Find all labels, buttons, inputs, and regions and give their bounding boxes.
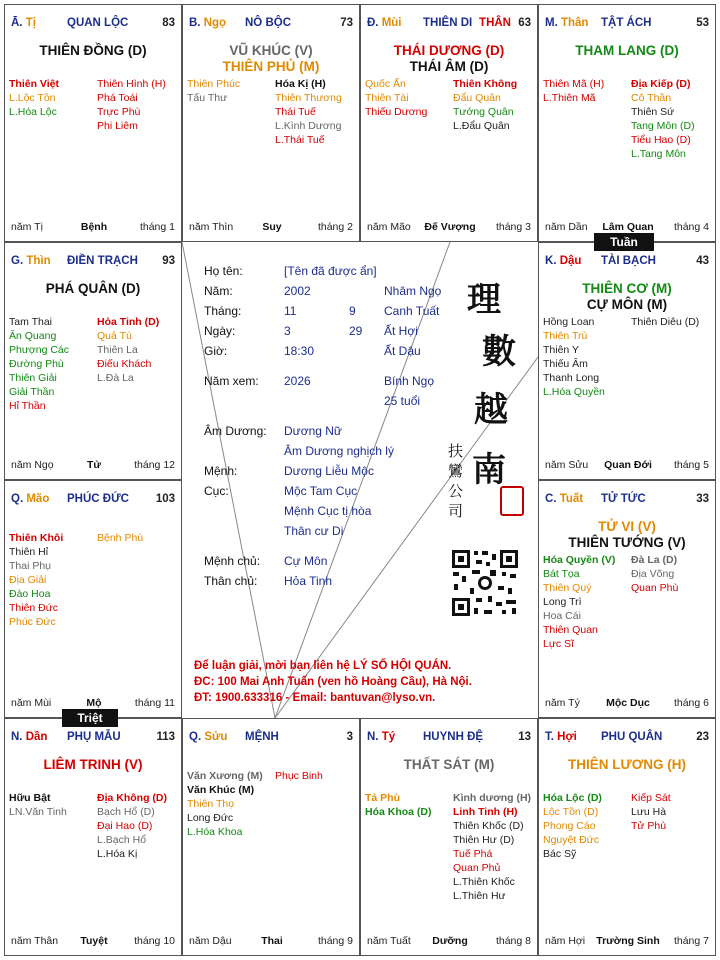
main-star: TỬ VI (V): [598, 519, 656, 534]
palace-age: 63: [518, 17, 531, 29]
minor-star: Thiên Diêu (D): [631, 316, 700, 328]
minor-star: Trực Phù: [97, 106, 141, 118]
minor-star: L.Thiên Hư: [453, 890, 506, 902]
palace-ty[interactable]: [360, 718, 538, 956]
minor-star: Thiên Hình (H): [97, 78, 166, 90]
minor-star: Đào Hoa: [9, 588, 51, 600]
calligraphy-char-1: 理: [467, 280, 501, 320]
foot-year: năm Thìn: [189, 221, 234, 233]
minor-star: L.Hóa Quyền: [543, 386, 605, 398]
foot-year: năm Tị: [11, 221, 43, 233]
minor-star: L.Tang Môn: [631, 148, 686, 160]
right-stars: [631, 77, 695, 161]
minor-star: Thiên Việt: [9, 78, 59, 90]
palace-branch: Q. Mão: [11, 493, 50, 505]
palace-name: PHÚC ĐỨC: [67, 493, 129, 505]
foot-year: năm Thân: [11, 935, 59, 947]
palace-age: 33: [696, 493, 709, 505]
minor-star: Văn Khúc (M): [187, 784, 255, 796]
minor-star: L.Bạch Hổ: [97, 834, 147, 846]
tuan-tag: Tuần: [594, 233, 654, 251]
right-stars: [631, 553, 678, 595]
palace-name: MỆNH: [245, 731, 279, 743]
palace-name: TÀI BẠCH: [601, 255, 656, 267]
minor-star: Hoa Cái: [543, 610, 581, 622]
main-stars: [361, 757, 537, 773]
minor-star: Hóa Khoa (D): [365, 806, 432, 818]
palace-branch: C. Tuất: [545, 493, 584, 505]
foot-stage: Mộc Dục: [606, 697, 650, 709]
palace-dau[interactable]: [538, 242, 716, 480]
yin-yang-label: Âm Dương:: [204, 424, 267, 438]
minor-star: Tuế Phá: [453, 848, 493, 860]
calligraphy-char-2: 數: [482, 332, 516, 372]
left-stars: [543, 315, 605, 399]
minor-star: Thiên Giải: [9, 372, 57, 384]
main-stars: [539, 43, 715, 59]
foot-stage: Bệnh: [80, 221, 108, 233]
minor-star: Điếu Khách: [97, 358, 152, 370]
minor-star: L.Thiên Mã: [543, 92, 596, 104]
minor-star: Hóa Lộc (D): [543, 792, 602, 804]
main-stars: [183, 43, 359, 75]
right-stars: [631, 315, 699, 329]
main-stars: [361, 43, 537, 75]
left-stars: [9, 315, 69, 413]
palace-name: TẬT ÁCH: [601, 17, 652, 29]
palace-age: 53: [696, 17, 709, 29]
main-stars: [5, 43, 181, 59]
side-char-1: 扶: [448, 442, 464, 460]
minor-star: Kình dương (H): [453, 792, 532, 804]
palace-ngo[interactable]: [182, 4, 360, 242]
minor-star: LN.Văn Tinh: [9, 806, 67, 818]
day-lunar: Ất Hợi: [384, 324, 418, 338]
minor-star: Địa Kiếp (D): [631, 78, 691, 90]
left-stars: [543, 553, 615, 651]
right-stars: [97, 531, 143, 545]
palace-name: QUAN LỘC: [67, 17, 129, 29]
foot-month: tháng 9: [317, 935, 353, 947]
minor-star: Thiên Hư (D): [453, 834, 515, 846]
palace-branch: N. Tý: [367, 731, 396, 743]
main-star: PHÁ QUÂN (D): [45, 281, 141, 296]
minor-star: Thiên Đức: [9, 602, 59, 614]
destiny-lord: Cự Môn: [284, 554, 328, 568]
left-stars: [9, 791, 67, 819]
minor-star: Thiên Tài: [365, 92, 409, 104]
main-star: THIÊN LƯƠNG (H): [568, 757, 686, 772]
minor-star: L.Thiên Khốc: [453, 876, 515, 888]
minor-star: Thiên Y: [543, 344, 579, 356]
palace-mao[interactable]: [4, 480, 182, 718]
minor-star: Thanh Long: [543, 372, 600, 384]
main-star: LIÊM TRINH (V): [43, 757, 143, 772]
yin-yang-value: Dương Nữ: [284, 424, 342, 438]
name-value: [Tên đã được ẩn]: [284, 264, 377, 278]
foot-month: tháng 10: [134, 935, 175, 947]
foot-month: tháng 6: [673, 697, 709, 709]
minor-star: Bạch Hổ (D): [97, 806, 155, 818]
foot-stage: Tuyệt: [80, 935, 108, 947]
palace-than[interactable]: [538, 4, 716, 242]
foot-month: tháng 12: [134, 459, 175, 471]
month-lunar-num: 9: [349, 304, 356, 318]
minor-star: Long Trì: [543, 596, 582, 608]
minor-star: Thiên Mã (H): [543, 78, 605, 90]
main-stars: [5, 757, 181, 773]
left-stars: [187, 77, 240, 105]
minor-star: Bát Tọa: [543, 568, 580, 580]
minor-star: Thiên Trù: [543, 330, 588, 342]
minor-star: Thiếu Âm: [543, 358, 588, 370]
qr-code[interactable]: [450, 548, 520, 618]
palace-name: ĐIỀN TRẠCH: [67, 255, 138, 267]
minor-star: Tả Phù: [365, 792, 401, 804]
contact-line-2: ĐC: 100 Mai Anh Tuấn (ven hồ Hoàng Cầu), Hà Nội.: [194, 676, 472, 688]
destiny-lord-label: Mệnh chủ:: [204, 554, 261, 568]
minor-star: Thiên Khôi: [9, 532, 64, 544]
minor-star: Phúc Đức: [9, 616, 56, 628]
foot-stage: Thai: [261, 935, 283, 947]
left-stars: [9, 77, 59, 119]
palace-age: 93: [162, 255, 175, 267]
minor-star: Cô Thần: [631, 92, 672, 104]
minor-star: Tang Môn (D): [631, 120, 695, 132]
minor-star: L.Lộc Tồn: [9, 92, 56, 104]
palace-name: NÔ BỘC: [245, 17, 291, 29]
minor-star: L.Hóa Lộc: [9, 106, 57, 118]
contact-line-1: Để luận giải, mời bạn liên hệ LÝ SỐ HỘI QUÁN.: [194, 660, 452, 672]
contact-line-3: ĐT: 1900.633316 - Email: bantuvan@lyso.vn.: [194, 692, 436, 704]
minor-star: Tam Thai: [9, 316, 52, 328]
palace-branch: Đ. Mùi: [367, 17, 402, 29]
left-stars: [365, 791, 432, 819]
minor-star: Long Đức: [187, 812, 234, 824]
year-solar: 2002: [284, 284, 311, 298]
minor-star: Hóa Kị (H): [275, 78, 326, 90]
hour-label: Giờ:: [204, 344, 228, 358]
minor-star: Hỏa Tinh (D): [97, 316, 160, 328]
palace-age: 13: [518, 731, 531, 743]
minor-star: Lực Sĩ: [543, 638, 574, 650]
hour-value: 18:30: [284, 344, 315, 358]
palace-age: 73: [340, 17, 353, 29]
year-lunar: Nhâm Ngọ: [384, 284, 442, 298]
hour-lunar: Ất Dậu: [384, 344, 421, 358]
left-stars: [543, 791, 602, 861]
main-star: THIÊN PHỦ (M): [222, 59, 320, 74]
minor-star: Hóa Quyền (V): [543, 554, 616, 566]
minor-star: Kiếp Sát: [631, 792, 671, 804]
minor-star: Thiên Thọ: [187, 798, 235, 810]
minor-star: Tướng Quân: [453, 106, 514, 118]
cuc-value: Mộc Tam Cục: [284, 484, 358, 498]
palace-ti[interactable]: [4, 4, 182, 242]
minor-star: Quan Phù: [631, 582, 679, 594]
main-star: THIÊN ĐỒNG (D): [39, 43, 147, 58]
minor-star: Phi Liêm: [97, 120, 138, 132]
palace-branch: Q. Sửu: [189, 731, 228, 743]
main-star: THÁI DƯƠNG (D): [393, 43, 505, 58]
minor-star: Văn Xương (M): [187, 770, 263, 782]
palace-age: 103: [155, 493, 175, 505]
minor-star: L.Hóa Kị: [97, 848, 138, 860]
minor-star: Tấu Thư: [187, 92, 228, 104]
minor-star: Thiên La: [97, 344, 138, 356]
left-stars: [187, 769, 263, 839]
foot-year: năm Sửu: [545, 459, 589, 471]
main-star: THIÊN TƯỚNG (V): [568, 535, 686, 550]
minor-star: L.Thái Tuế: [275, 134, 325, 146]
palace-mui[interactable]: [360, 4, 538, 242]
minor-star: Tử Phù: [631, 820, 667, 832]
month-lunar: Canh Tuất: [384, 304, 440, 318]
minor-star: Thiên Hỉ: [9, 546, 49, 558]
minor-star: L.Đẩu Quân: [453, 120, 510, 132]
name-label: Họ tên:: [204, 264, 243, 278]
minor-star: Địa Không (D): [97, 792, 167, 804]
palace-name: PHU QUÂN: [601, 731, 663, 743]
foot-month: tháng 3: [495, 221, 531, 233]
side-char-4: 司: [448, 502, 464, 520]
main-star: CỰ MÔN (M): [586, 297, 668, 312]
foot-stage: Đế Vượng: [424, 221, 476, 233]
foot-year: năm Tý: [545, 697, 580, 709]
foot-month: tháng 1: [139, 221, 175, 233]
right-stars: [453, 791, 531, 903]
month-label: Tháng:: [204, 304, 242, 318]
palace-branch: N. Dần: [11, 731, 48, 743]
triet-tag: Triệt: [62, 709, 118, 727]
foot-stage: Mộ: [86, 697, 102, 709]
minor-star: Đẩu Quân: [453, 92, 501, 104]
minor-star: Phong Cáo: [543, 820, 596, 832]
cuc-note-1: Mệnh Cục tị hòa: [284, 504, 372, 518]
minor-star: L.Kình Dương: [275, 120, 342, 132]
minor-star: Đường Phù: [9, 358, 64, 370]
palace-branch: M. Thân: [545, 17, 589, 29]
palace-suu[interactable]: [182, 718, 360, 956]
minor-star: Thai Phụ: [9, 560, 52, 572]
minor-star: Lưu Hà: [631, 806, 667, 818]
minor-star: Quan Phủ: [453, 862, 501, 874]
main-star: THÁI ÂM (D): [409, 59, 489, 74]
calligraphy-char-3: 越: [474, 390, 508, 430]
foot-month: tháng 11: [134, 697, 175, 709]
main-star: THAM LANG (D): [575, 43, 679, 58]
palace-age: 3: [346, 731, 353, 743]
minor-star: Đại Hao (D): [97, 820, 153, 832]
right-stars: [97, 77, 166, 133]
palace-branch: T. Hợi: [545, 731, 577, 743]
palace-name: PHỤ MẪU: [67, 731, 121, 743]
main-stars: [539, 281, 715, 313]
palace-branch: B. Ngọ: [189, 17, 227, 29]
view-year: 2026: [284, 374, 311, 388]
left-stars: [9, 531, 63, 629]
foot-month: tháng 8: [495, 935, 531, 947]
minor-star: Hỉ Thần: [9, 400, 46, 412]
center-info-panel: [182, 242, 538, 718]
palace-name: TỬ TỨC: [601, 493, 646, 505]
body-lord: Hỏa Tinh: [284, 574, 333, 588]
minor-star: Phục Binh: [275, 770, 323, 782]
view-year-label: Năm xem:: [204, 374, 259, 388]
minor-star: Quốc Ấn: [365, 78, 406, 90]
minor-star: Địa Giải: [9, 574, 47, 586]
main-stars: [539, 757, 715, 773]
minor-star: Thái Tuế: [275, 106, 316, 118]
side-char-2: 鸞: [448, 462, 464, 480]
foot-stage: Lâm Quan: [602, 221, 654, 233]
minor-star: Thiếu Dương: [365, 106, 428, 118]
palace-branch: Ā. Tị: [11, 17, 36, 29]
palace-age: 83: [162, 17, 175, 29]
foot-year: năm Dậu: [189, 935, 232, 947]
minor-star: Thiên Thương: [275, 92, 342, 104]
cuc-note-2: Thân cư Di: [284, 524, 344, 538]
palace-hoi[interactable]: [538, 718, 716, 956]
minor-star: Tiểu Hao (D): [631, 134, 691, 146]
year-label: Năm:: [204, 284, 233, 298]
day-lunar-num: 29: [349, 324, 363, 338]
left-stars: [365, 77, 427, 119]
foot-month: tháng 4: [673, 221, 709, 233]
palace-name: THIÊN DI: [423, 17, 473, 29]
body-lord-label: Thân chủ:: [204, 574, 258, 588]
minor-star: Phá Toái: [97, 92, 138, 104]
minor-star: Hồng Loan: [543, 316, 595, 328]
palace-age: 23: [696, 731, 709, 743]
month-solar: 11: [284, 304, 297, 318]
palace-name: HUYNH ĐỆ: [423, 731, 484, 743]
right-stars: [275, 769, 323, 783]
minor-star: L.Đà La: [97, 372, 134, 384]
minor-star: Thiên Quý: [543, 582, 592, 594]
foot-stage: Dưỡng: [432, 935, 468, 947]
palace-tuat[interactable]: [538, 480, 716, 718]
foot-month: tháng 5: [673, 459, 709, 471]
main-star: THIÊN CƠ (M): [582, 281, 672, 296]
minor-star: Thiên Không: [453, 78, 518, 90]
palace-age: 43: [696, 255, 709, 267]
palace-dan[interactable]: [4, 718, 182, 956]
palace-thin[interactable]: [4, 242, 182, 480]
right-stars: [631, 791, 671, 833]
main-star: VŨ KHÚC (V): [229, 43, 313, 58]
red-seal: [500, 486, 524, 516]
palace-age: 113: [156, 731, 175, 743]
minor-star: L.Hóa Khoa: [187, 826, 243, 838]
day-solar: 3: [284, 324, 291, 338]
minor-star: Lộc Tồn (D): [543, 806, 599, 818]
palace-branch: G. Thìn: [11, 255, 51, 267]
minor-star: Bác Sỹ: [543, 848, 577, 860]
minor-star: Phượng Các: [9, 344, 70, 356]
right-stars: [275, 77, 342, 147]
minor-star: Quả Tú: [97, 330, 132, 342]
minor-star: Thiên Quan: [543, 624, 598, 636]
main-stars: [539, 519, 715, 551]
calligraphy-char-4: 南: [472, 450, 506, 490]
foot-month: tháng 2: [317, 221, 353, 233]
minor-star: Đà La (D): [631, 554, 678, 566]
yin-yang-note: Âm Dương nghịch lý: [284, 444, 394, 458]
minor-star: Ân Quang: [9, 330, 57, 342]
left-stars: [543, 77, 604, 105]
minor-star: Giải Thần: [9, 386, 55, 398]
foot-year: năm Mùi: [11, 697, 52, 709]
than-marker: THÂN: [479, 17, 511, 29]
minor-star: Thiên Sứ: [631, 106, 675, 118]
minor-star: Nguyệt Đức: [543, 834, 600, 846]
foot-year: năm Dần: [545, 221, 588, 233]
destiny-value: Dương Liễu Mộc: [284, 464, 374, 478]
side-char-3: 公: [448, 482, 464, 500]
foot-stage: Tử: [86, 459, 102, 471]
minor-star: Thiên Khốc (D): [453, 820, 524, 832]
main-star: THẤT SÁT (M): [403, 757, 495, 772]
right-stars: [453, 77, 517, 133]
foot-month: tháng 7: [673, 935, 709, 947]
foot-year: năm Ngọ: [11, 459, 54, 471]
cuc-label: Cục:: [204, 484, 229, 498]
age-value: 25 tuổi: [384, 394, 421, 408]
minor-star: Địa Võng: [631, 568, 675, 580]
minor-star: Hữu Bật: [9, 792, 51, 804]
destiny-label: Mệnh:: [204, 464, 238, 478]
minor-star: Bệnh Phù: [97, 532, 144, 544]
minor-star: Linh Tinh (H): [453, 806, 518, 818]
foot-stage: Trường Sinh: [596, 935, 660, 947]
day-label: Ngày:: [204, 324, 236, 338]
main-stars: [5, 281, 181, 297]
right-stars: [97, 791, 167, 861]
palace-branch: K. Dậu: [545, 255, 582, 267]
foot-stage: Quan Đới: [604, 459, 652, 471]
foot-stage: Suy: [262, 221, 282, 233]
right-stars: [97, 315, 159, 385]
foot-year: năm Mão: [367, 221, 411, 233]
foot-year: năm Hợi: [545, 935, 586, 947]
foot-year: năm Tuất: [367, 935, 411, 947]
minor-star: Thiên Phúc: [187, 78, 241, 90]
view-year-lunar: Bính Ngọ: [384, 374, 435, 388]
